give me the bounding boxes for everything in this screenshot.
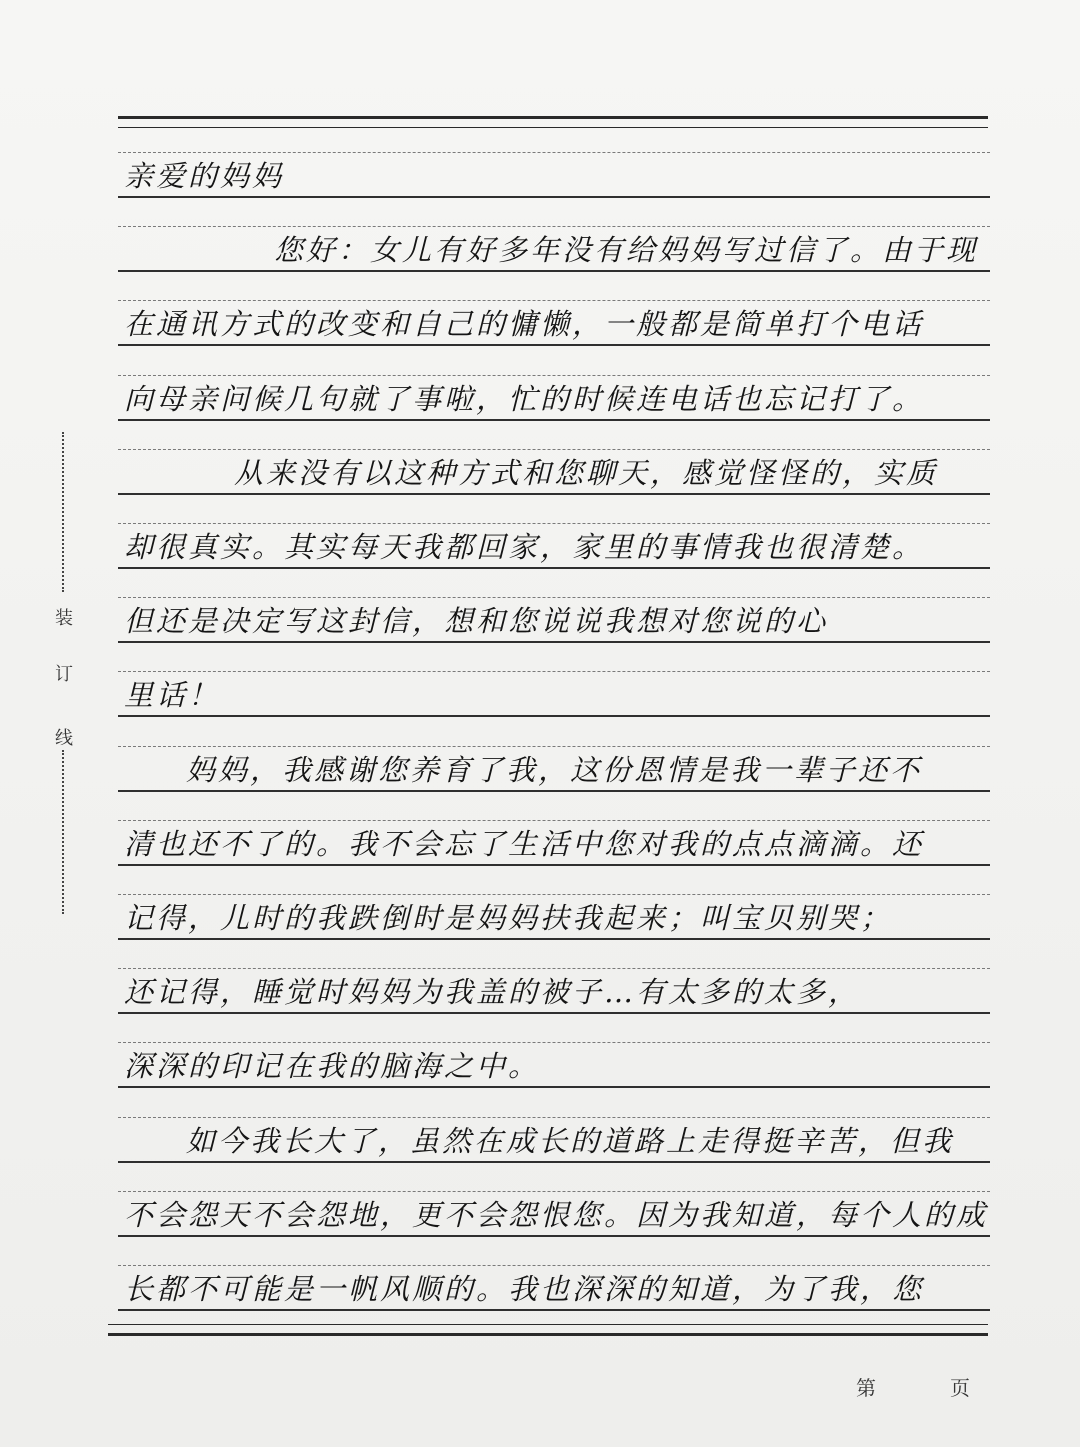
letter-line-row: [118, 427, 990, 495]
binding-label-zhuang: 装: [55, 608, 73, 629]
dotted-guide-line: [118, 226, 990, 227]
binding-dots-top: [62, 432, 64, 592]
letter-line-row: [118, 1243, 990, 1311]
dotted-guide-line: [118, 671, 990, 672]
binding-label-ding: 订: [55, 664, 73, 685]
dotted-guide-line: [118, 300, 990, 301]
dotted-guide-line: [118, 1042, 990, 1043]
handwritten-line: 清也还不了的。我不会忘了生活中您对我的点点滴滴。还: [124, 826, 925, 861]
solid-baseline: [118, 1309, 990, 1311]
page-number-suffix: 页: [950, 1376, 970, 1400]
handwritten-line: 却很真实。其实每天我都回家，家里的事情我也很清楚。: [124, 530, 925, 564]
handwritten-line: 但还是决定写这封信，想和您说说我想对您说的心: [124, 604, 829, 639]
handwritten-line: 亲爱的妈妈: [124, 159, 285, 193]
solid-baseline: [118, 1012, 990, 1014]
solid-baseline: [118, 493, 990, 495]
page-number-prefix: 第: [856, 1376, 876, 1400]
binding-dots-bottom: [62, 750, 64, 914]
letter-line-row: [118, 649, 990, 717]
handwritten-line: 还记得，睡觉时妈妈为我盖的被子…有太多的太多，: [124, 975, 861, 1010]
solid-baseline: [118, 790, 990, 792]
binding-line: [52, 432, 76, 914]
page-footer: [0, 1372, 1080, 1402]
binding-label-xian: 线: [55, 728, 73, 749]
letter-line-row: [118, 501, 990, 569]
handwritten-line: 深深的印记在我的脑海之中。: [124, 1049, 541, 1084]
dotted-guide-line: [118, 1191, 990, 1192]
letter-line-row: [118, 204, 990, 272]
handwritten-line: 长都不可能是一帆风顺的。我也深深的知道，为了我，您: [124, 1272, 925, 1306]
handwritten-line: 不会怨天不会怨地，更不会怨恨您。因为我知道，每个人的成: [124, 1197, 989, 1232]
letter-line-row: [118, 353, 990, 421]
letter-line-row: [118, 1020, 990, 1088]
solid-baseline: [118, 938, 990, 940]
solid-baseline: [118, 715, 990, 717]
dotted-guide-line: [118, 523, 990, 524]
letter-line-row: [118, 798, 990, 866]
solid-baseline: [118, 344, 990, 346]
handwritten-line: 在通讯方式的改变和自己的慵懒，一般都是简单打个电话: [124, 307, 925, 342]
top-double-rule: [118, 116, 988, 128]
dotted-guide-line: [118, 746, 990, 747]
dotted-guide-line: [118, 597, 990, 598]
handwritten-line: 向母亲问候几句就了事啦，忙的时候连电话也忘记打了。: [124, 381, 925, 416]
dotted-guide-line: [118, 820, 990, 821]
letter-line-row: [118, 575, 990, 643]
letter-body: [118, 130, 990, 1320]
letter-line-row: [118, 278, 990, 346]
solid-baseline: [118, 567, 990, 569]
dotted-guide-line: [118, 968, 990, 969]
dotted-guide-line: [118, 152, 990, 153]
dotted-guide-line: [118, 1117, 990, 1118]
dotted-guide-line: [118, 1265, 990, 1266]
handwritten-line: 您好：女儿有好多年没有给妈妈写过信了。由于现: [274, 233, 979, 268]
solid-baseline: [118, 1086, 990, 1088]
letter-line-row: [118, 1095, 990, 1163]
solid-baseline: [118, 196, 990, 198]
dotted-guide-line: [118, 375, 990, 376]
handwritten-line: 如今我长大了，虽然在成长的道路上走得挺辛苦，但我: [186, 1123, 955, 1158]
letter-line-row: [118, 724, 990, 792]
dotted-guide-line: [118, 894, 990, 895]
letter-line-row: [118, 946, 990, 1014]
handwritten-line: 记得，儿时的我跌倒时是妈妈扶我起来；叫宝贝别哭；: [124, 901, 893, 935]
handwritten-line: 妈妈，我感谢您养育了我，这份恩情是我一辈子还不: [186, 752, 923, 787]
solid-baseline: [118, 864, 990, 866]
letter-line-row: [118, 130, 990, 198]
handwritten-line: 从来没有以这种方式和您聊天，感觉怪怪的，实质: [234, 455, 939, 490]
solid-baseline: [118, 1161, 990, 1163]
dotted-guide-line: [118, 449, 990, 450]
solid-baseline: [118, 641, 990, 643]
solid-baseline: [118, 419, 990, 421]
letter-line-row: [118, 872, 990, 940]
bottom-double-rule: [108, 1324, 988, 1336]
solid-baseline: [118, 270, 990, 272]
letter-line-row: [118, 1169, 990, 1237]
handwritten-line: 里话！: [124, 678, 221, 713]
solid-baseline: [118, 1235, 990, 1237]
